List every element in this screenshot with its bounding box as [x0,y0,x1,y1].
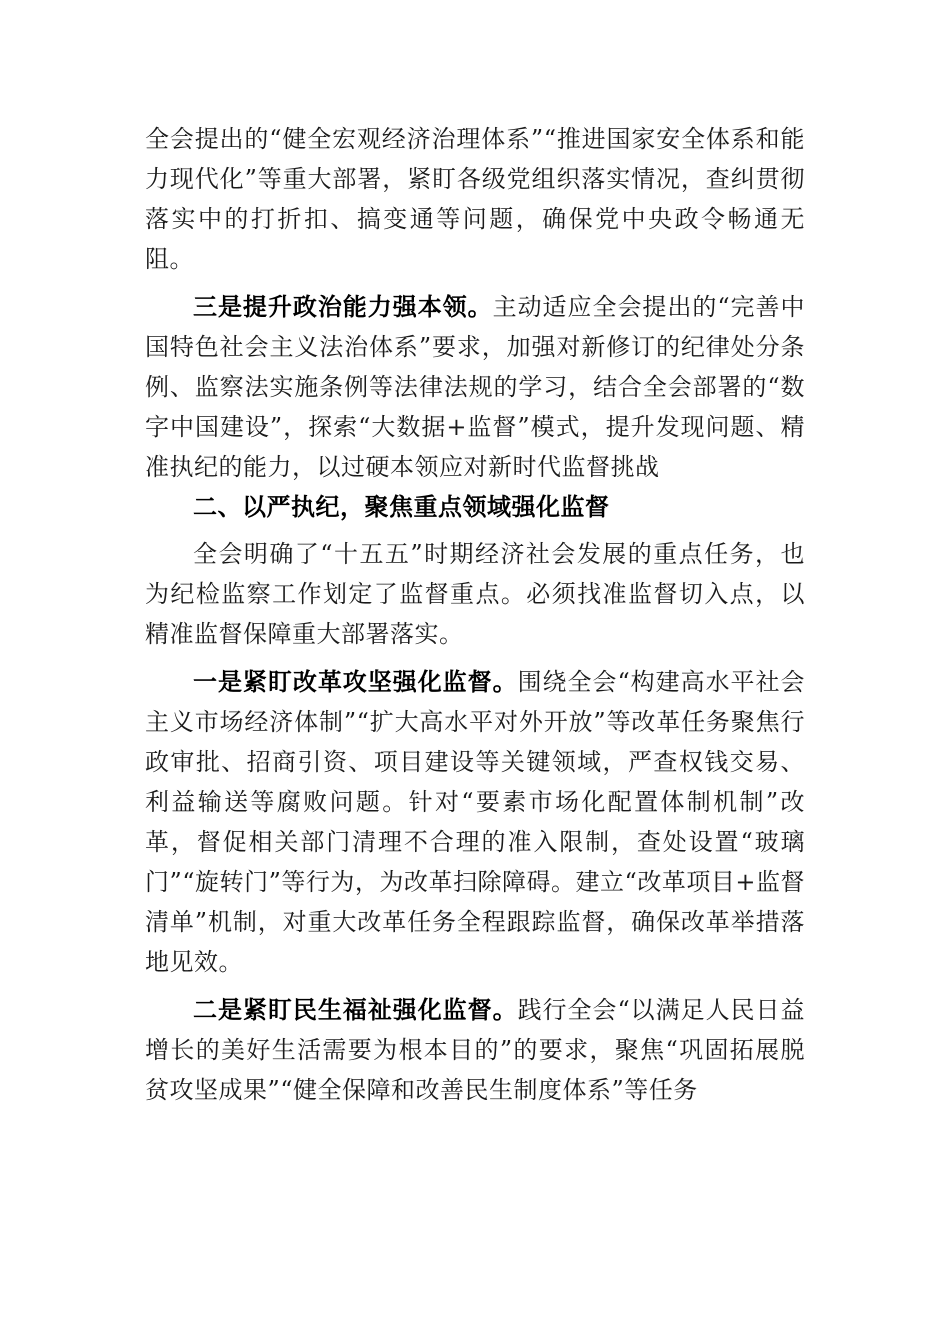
paragraph-reform-supervision [145,662,805,982]
paragraph-text: 主动适应全会提出的“完善中国特色社会主义法治体系”要求，加强对新修订的纪律处分条例、监察法实施条例等法律法规的学习，结合全会部署的“数字中国建设”，探索“大数据+监督”模式，提升发现问题、精准执纪的能力，以过硬本领应对新时代监督挑战 [145,293,805,481]
paragraph-continuation [145,119,805,279]
paragraph-text: 全会提出的“健全宏观经济治理体系”“推进国家安全体系和能力现代化”等重大部署，紧盯各级党组织落实情况，查纠贯彻落实中的打折扣、搞变通等问题，确保党中央政令畅通无阻。 [145,125,805,273]
paragraph-lead: 三是提升政治能力强本领。 [193,293,493,321]
paragraph-livelihood-supervision [145,990,805,1110]
paragraph-political-ability [145,287,805,487]
paragraph-text: 践行全会“以满足人民日益增长的美好生活需要为根本目的”的要求，聚焦“巩固拓展脱贫攻坚成果”“健全保障和改善民生制度体系”等任务 [145,996,805,1104]
paragraph-text: 全会明确了“十五五”时期经济社会发展的重点任务，也为纪检监察工作划定了监督重点。必须找准监督切入点，以精准监督保障重大部署落实。 [145,540,805,648]
paragraph-text: 围绕全会“构建高水平社会主义市场经济体制”“扩大高水平对外开放”等改革任务聚焦行政审批、招商引资、项目建设等关键领域，严查权钱交易、利益输送等腐败问题。针对“要素市场化配置体制机制”改革，督促相关部门清理不合理的准入限制，查处设置“玻璃门”“旋转门”等行为，为改革扫除障碍。建立“改革项目+监督清单”机制，对重大改革任务全程跟踪监督，确保改革举措落地见效。 [145,668,805,976]
document-body [145,119,805,1110]
section-heading: 二、以严执纪，聚焦重点领域强化监督 [193,493,610,521]
paragraph-lead: 一是紧盯改革攻坚强化监督。 [193,668,518,696]
paragraph-section-intro [145,534,805,654]
paragraph-lead: 二是紧盯民生福祉强化监督。 [193,996,518,1024]
